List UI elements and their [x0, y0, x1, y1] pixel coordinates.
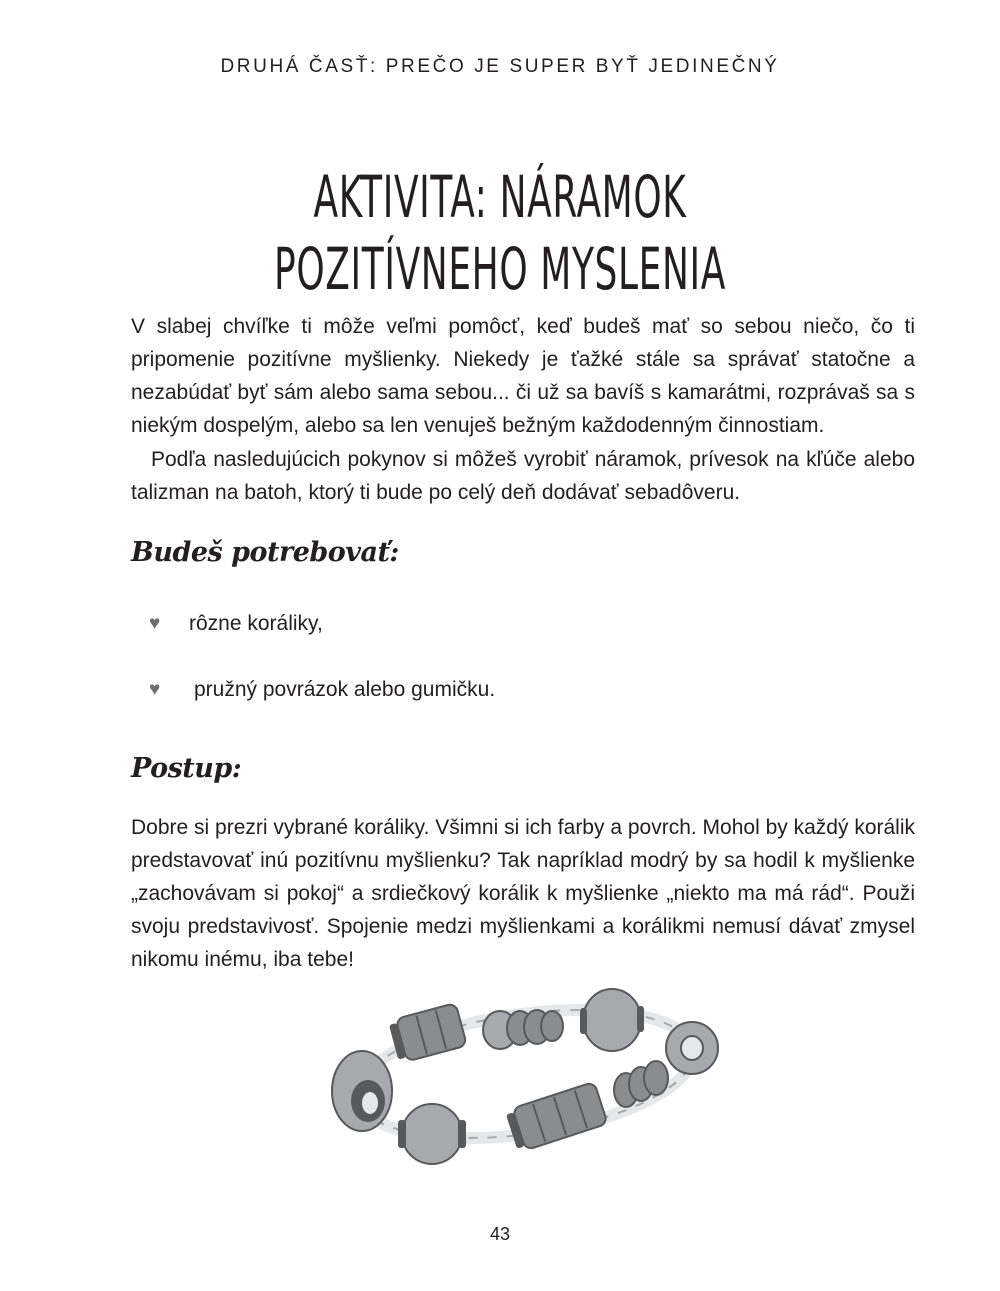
large-ring-bead	[332, 1051, 392, 1131]
running-head: DRUHÁ ČASŤ: PREČO JE SUPER BYŤ JEDINEČNÝ	[220, 56, 780, 77]
heart-bullet-icon: ♥	[149, 679, 161, 700]
round-bead	[398, 1104, 466, 1164]
materials-item-text: rôzne koráliky,	[189, 612, 323, 635]
bead-bracelet-icon	[330, 986, 730, 1176]
materials-list-item	[149, 612, 323, 636]
materials-item-text: pružný povrázok alebo gumičku.	[194, 678, 496, 701]
page-title-line-1: AKTIVITA: NÁRAMOK	[313, 162, 687, 231]
procedure-paragraph: Dobre si prezri vybrané koráliky. Všimni si ich farby a povrch. Mohol by každý korálik predstavovať inú pozitívnu myšlienku? Tak napríklad modrý by sa hodil k myšlienke „zachovávam si pokoj“ a srdiečkový korálik k myšlienke „niekto ma má rád“. Použi svoju predstavivosť. Spojenie medzi myšlienkami a korálikmi nemusí dávať zmysel nikomu inému, iba tebe!	[131, 816, 915, 971]
page-title	[190, 161, 810, 305]
materials-heading: Budeš potrebovať:	[131, 537, 399, 568]
procedure-heading: Postup:	[131, 753, 242, 784]
ring-bead	[666, 1022, 718, 1074]
disc-bead-group	[483, 1010, 563, 1049]
cylinder-bead	[505, 1082, 608, 1153]
page-number: 43	[489, 1224, 511, 1244]
intro-paragraph-1: V slabej chvíľke ti môže veľmi pomôcť, keď budeš mať so sebou niečo, čo ti pripomenie pozitívne myšlienky. Niekedy je ťažké stále sa správať statočne a nezabúdať byť sám alebo sama sebou... či už sa bavíš s kamarátmi, rozprávaš sa s niekým dospelým, alebo sa len venuješ bežným každodenným činnostiam.	[131, 315, 915, 437]
round-bead	[580, 989, 644, 1051]
page-title-line-2: POZITÍVNEHO MYSLENIA	[274, 234, 726, 303]
heart-bullet-icon: ♥	[149, 613, 161, 634]
intro-paragraph-2: Podľa nasledujúcich pokynov si môžeš vyrobiť náramok, prívesok na kľúče alebo talizman na batoh, ktorý ti bude po celý deň dodávať sebadôveru.	[131, 448, 915, 504]
materials-list-item	[149, 678, 495, 702]
cylinder-bead	[388, 1003, 467, 1064]
